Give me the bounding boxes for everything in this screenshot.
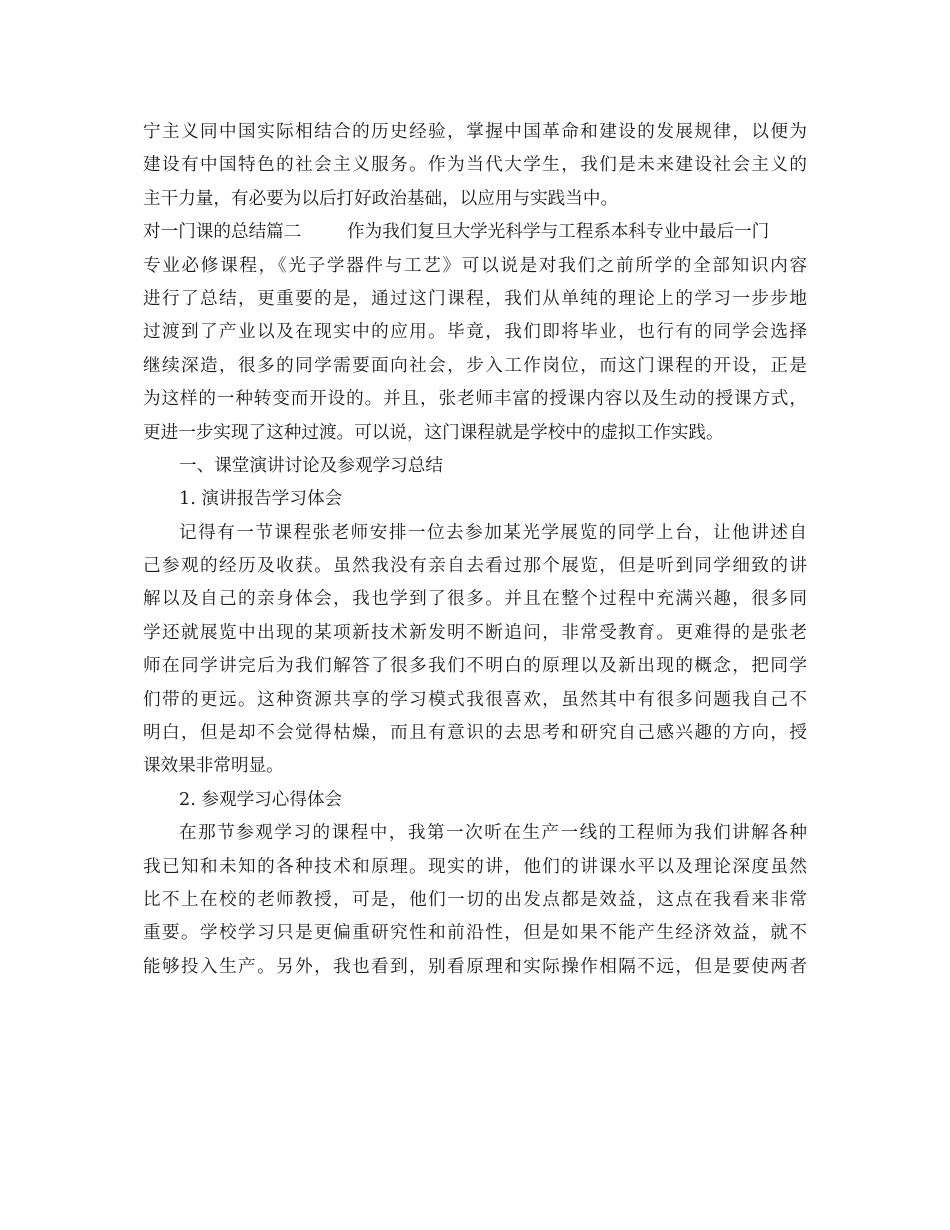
paragraph-line: 建设有中国特色的社会主义服务。作为当代大学生，我们是未来建设社会主义的	[143, 155, 807, 176]
paragraph-line: 作为我们复旦大学光科学与工程系本科专业中最后一门	[347, 222, 770, 243]
paragraph-line: 比不上在校的老师教授，可是，他们一切的出发点都是效益，这点在我看来非常	[143, 889, 807, 910]
summary-title: 对一门课的总结篇二	[143, 222, 302, 243]
paragraph-line: 为这样的一种转变而开设的。并且，张老师丰富的授课内容以及生动的授课方式，	[143, 389, 807, 410]
paragraph-line: 专业必修课程，《光子学器件与工艺》可以说是对我们之前所学的全部知识内容	[143, 255, 807, 276]
paragraph-line: 继续深造，很多的同学需要面向社会，步入工作岗位，而这门课程的开设，正是	[143, 355, 807, 376]
paragraph-line: 能够投入生产。另外，我也看到，别看原理和实际操作相隔不远，但是要使两者	[143, 956, 807, 977]
paragraph-line: 主干力量，有必要为以后打好政治基础，以应用与实践当中。	[143, 188, 619, 209]
paragraph-line: 明白，但是却不会觉得枯燥，而且有意识的去思考和研究自己感兴趣的方向，授	[143, 723, 807, 744]
subsection-heading: 2. 参观学习心得体会	[179, 789, 343, 810]
paragraph-line: 学还就展览中出现的某项新技术新发明不断追问，非常受教育。更难得的是张老	[143, 622, 807, 643]
paragraph-line: 记得有一节课程张老师安排一位去参加某光学展览的同学上台，让他讲述自	[179, 522, 807, 543]
document-body	[143, 116, 807, 984]
paragraph-line: 进行了总结，更重要的是，通过这门课程，我们从单纯的理论上的学习一步步地	[143, 288, 807, 309]
paragraph-line: 解以及自己的亲身体会，我也学到了很多。并且在整个过程中充满兴趣，很多同	[143, 589, 807, 610]
paragraph-line: 我已知和未知的各种技术和原理。现实的讲，他们的讲课水平以及理论深度虽然	[143, 856, 807, 877]
paragraph-line: 过渡到了产业以及在现实中的应用。毕竟，我们即将毕业，也行有的同学会选择	[143, 322, 807, 343]
paragraph-line: 们带的更远。这种资源共享的学习模式我很喜欢，虽然其中有很多问题我自己不	[143, 689, 807, 710]
section-heading: 一、课堂演讲讨论及参观学习总结	[179, 455, 443, 476]
subsection-heading: 1. 演讲报告学习体会	[179, 489, 343, 510]
paragraph-line: 己参观的经历及收获。虽然我没有亲自去看过那个展览，但是听到同学细致的讲	[143, 556, 807, 577]
paragraph-line: 宁主义同中国实际相结合的历史经验，掌握中国革命和建设的发展规律，以便为	[143, 122, 807, 142]
paragraph-line: 更进一步实现了这种过渡。可以说，这门课程就是学校中的虚拟工作实践。	[143, 422, 724, 443]
paragraph-line: 在那节参观学习的课程中，我第一次听在生产一线的工程师为我们讲解各种	[179, 823, 807, 844]
paragraph-line: 重要。学校学习只是更偏重研究性和前沿性，但是如果不能产生经济效益，就不	[143, 923, 807, 944]
paragraph-line: 课效果非常明显。	[143, 756, 284, 777]
paragraph-line: 师在同学讲完后为我们解答了很多我们不明白的原理以及新出现的概念，把同学	[143, 656, 807, 677]
summary-title-line	[143, 216, 807, 249]
